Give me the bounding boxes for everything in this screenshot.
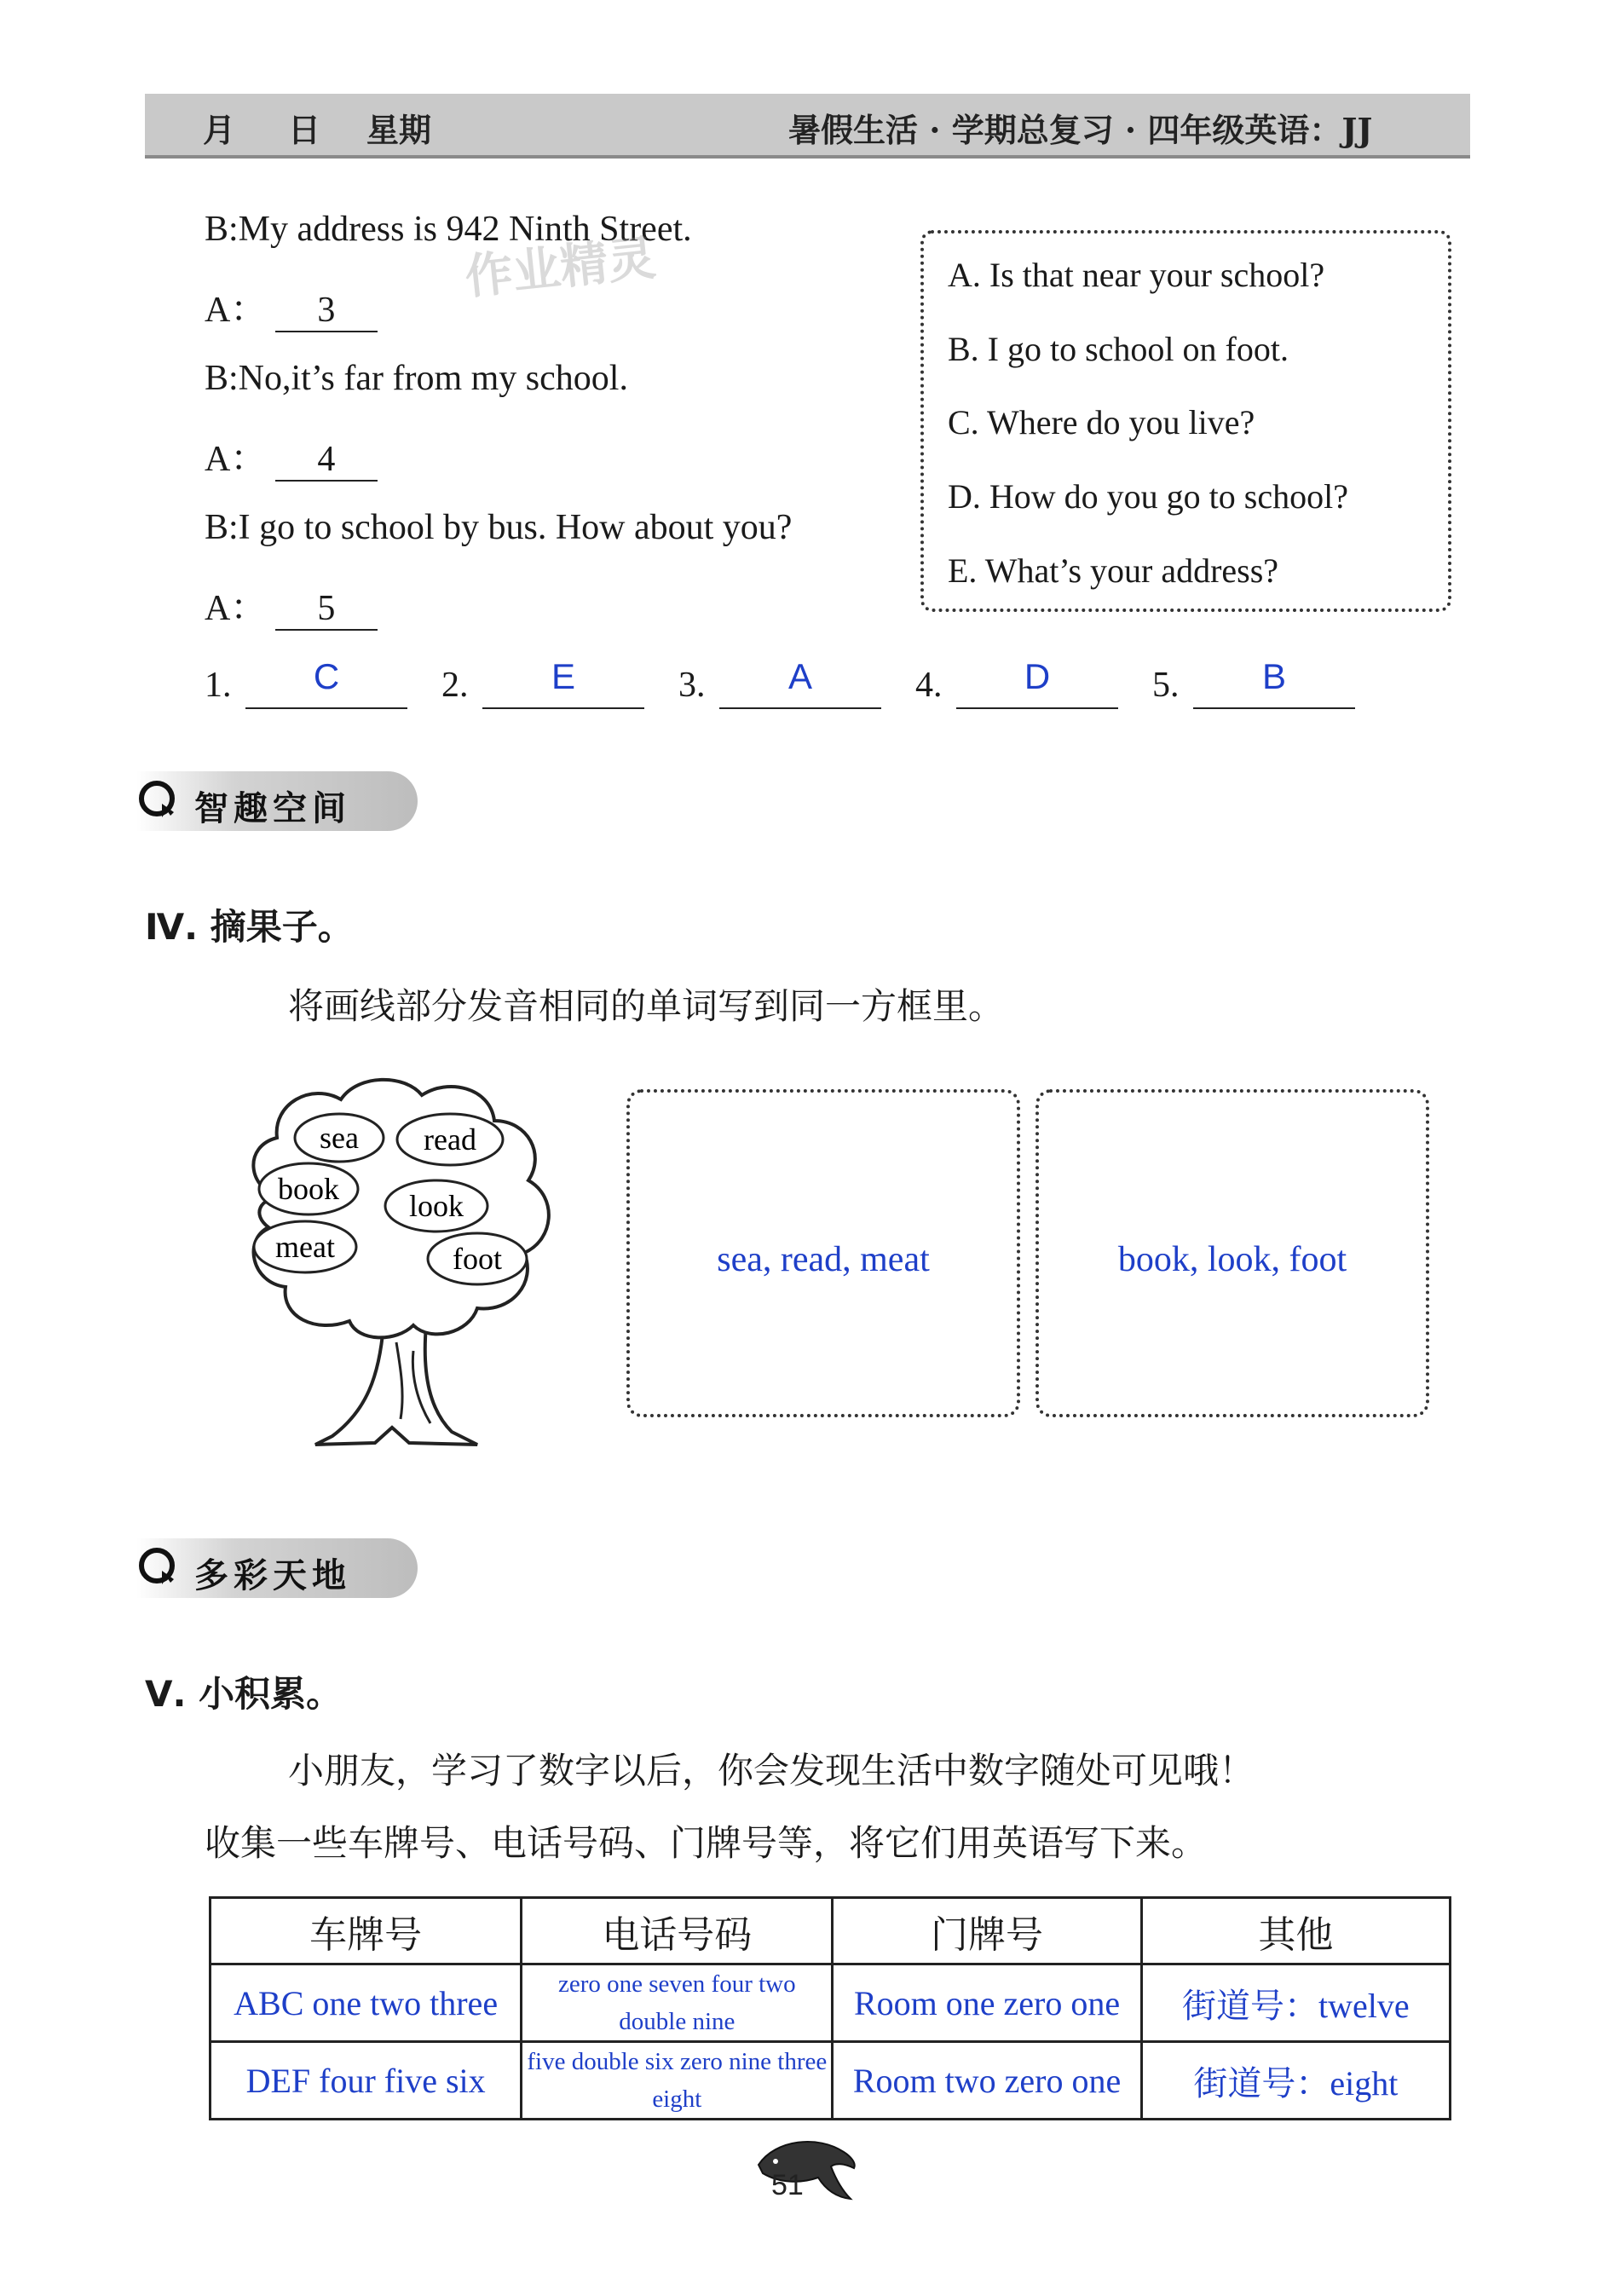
answer-value-4: D (956, 656, 1118, 709)
dialogue-speaker: A： (205, 589, 267, 628)
dolphin-icon (750, 2131, 861, 2207)
answer-value-2: E (482, 656, 644, 709)
sound-box-2-answer: book, look, foot (1117, 1240, 1347, 1279)
table-header-room: 门牌号 (833, 1898, 1141, 1964)
option-c: C. Where do you live? (948, 403, 1255, 441)
table-cell: DEF four five six (211, 2042, 522, 2120)
header-weekday: 星期 (366, 111, 432, 149)
dialogue-line-6 (205, 580, 378, 631)
numbers-table (209, 1896, 1451, 2120)
answer-num-1: 1. (205, 666, 232, 705)
option-d: D. How do you go to school? (948, 477, 1348, 516)
table-cell: 街道号：eight (1141, 2042, 1450, 2120)
table-header-phone: 电话号码 (522, 1898, 833, 1964)
answer-blank-3: 3 (275, 290, 378, 332)
dialogue-speaker: A： (205, 291, 267, 330)
dialogue-speaker: A： (205, 440, 267, 479)
tree-word-book: book (278, 1172, 339, 1206)
magnifier-icon (136, 778, 191, 826)
banner-label: 智趣空间 (194, 789, 351, 828)
dialogue-line-3: B:No,it’s far from my school. (205, 359, 628, 398)
table-header-plate: 车牌号 (211, 1898, 522, 1964)
tree-word-look: look (408, 1189, 464, 1223)
section-iv-instruction: 将画线部分发音相同的单词写到同一方框里。 (288, 985, 1005, 1027)
section-iv-title: Ⅳ. 摘果子。 (145, 906, 354, 948)
section-v-title: Ⅴ. 小积累。 (145, 1673, 343, 1715)
table-cell: zero one seven four two double nine (522, 1964, 833, 2042)
tree-word-meat: meat (275, 1230, 335, 1264)
header-day: 日 (288, 111, 321, 149)
answer-blank-4: 4 (275, 439, 378, 482)
table-cell: five double six zero nine three eight (522, 2042, 833, 2120)
dialogue-line-4 (205, 430, 378, 482)
sound-box-1 (626, 1089, 1020, 1417)
tree-word-read: read (424, 1122, 476, 1157)
table-header-row (211, 1898, 1451, 1964)
dialogue-line-5: B:I go to school by bus. How about you? (205, 508, 793, 547)
section-banner-duocai (136, 1538, 418, 1598)
dialogue-line-1: B:My address is 942 Ninth Street. (205, 210, 692, 249)
sound-box-2 (1035, 1089, 1429, 1417)
header-month: 月 (203, 111, 236, 149)
answer-value-1: C (245, 656, 407, 709)
watermark: 作业精灵 (462, 230, 659, 306)
banner-label: 多彩天地 (194, 1556, 351, 1595)
answer-num-3: 3. (678, 666, 706, 705)
table-cell: ABC one two three (211, 1964, 522, 2042)
table-header-other: 其他 (1141, 1898, 1450, 1964)
section-v-paragraph-2: 收集一些车牌号、电话号码、门牌号等，将它们用英语写下来。 (205, 1822, 1208, 1864)
table-cell: 街道号：twelve (1141, 1964, 1450, 2042)
answer-num-2: 2. (441, 666, 469, 705)
section-v-paragraph-1: 小朋友，学习了数字以后，你会发现生活中数字随处可见哦！ (288, 1750, 1255, 1791)
answer-row (205, 656, 1466, 716)
section-banner-zhiqu (136, 771, 418, 831)
sound-box-1-answer: sea, read, meat (717, 1240, 930, 1279)
tree-word-sea: sea (320, 1121, 359, 1155)
table-cell: Room two zero one (833, 2042, 1141, 2120)
answer-value-5: B (1193, 656, 1355, 709)
page-number: 51 (771, 2169, 804, 2201)
options-box (920, 230, 1451, 612)
magnifier-icon (136, 1545, 191, 1593)
page-header (145, 94, 1470, 159)
option-b: B. I go to school on foot. (948, 330, 1289, 368)
answer-num-5: 5. (1152, 666, 1180, 705)
answer-value-3: A (719, 656, 881, 709)
table-cell: Room one zero one (833, 1964, 1141, 2042)
answer-num-4: 4. (915, 666, 943, 705)
option-e: E. What’s your address? (948, 551, 1279, 590)
table-row (211, 1964, 1451, 2042)
tree-word-foot: foot (453, 1242, 502, 1276)
dialogue-line-2 (205, 281, 378, 332)
table-row (211, 2042, 1451, 2120)
option-a: A. Is that near your school? (948, 256, 1325, 294)
tree-illustration (230, 1070, 588, 1462)
answer-blank-5: 5 (275, 588, 378, 631)
header-book-title: 暑假生活 · 学期总复习 · 四年级英语：JJ (788, 111, 1373, 149)
